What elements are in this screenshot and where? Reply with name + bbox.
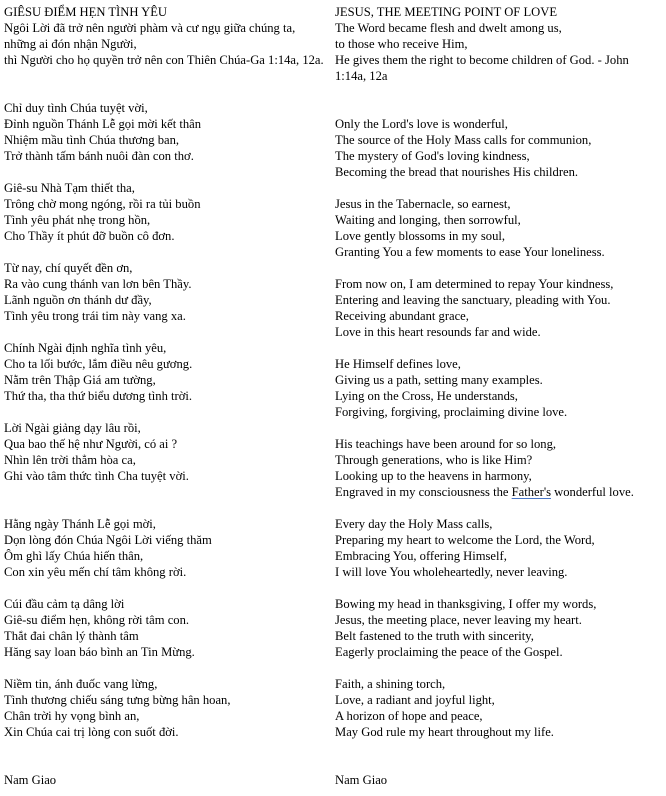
english-stanza-4 xyxy=(335,356,664,420)
verse-line-engraved xyxy=(335,484,664,500)
verse-line: He Himself defines love, xyxy=(335,357,461,371)
english-stanza-2 xyxy=(335,196,664,260)
verse-line: Nằm trên Thập Giá am tường, xyxy=(4,373,156,387)
verse-line: Through generations, who is like Him? xyxy=(335,453,533,467)
verse-line: Thứ tha, tha thứ biểu dương tình trời. xyxy=(4,389,193,403)
verse-line: Đỉnh nguồn Thánh Lễ gọi mời kết thân xyxy=(4,117,202,131)
verse-line: Chỉ duy tình Chúa tuyệt vời, xyxy=(4,101,148,115)
vietnamese-stanza-8 xyxy=(4,676,332,740)
vietnamese-stanza-1 xyxy=(4,100,332,164)
verse-line: Nhiệm mầu tình Chúa thương ban, xyxy=(4,133,180,147)
verse-line: Cúi đầu cảm tạ dâng lời xyxy=(4,597,125,611)
english-stanza-8 xyxy=(335,676,664,740)
vietnamese-stanza-6 xyxy=(4,516,332,580)
verse-line: May God rule my heart throughout my life. xyxy=(335,725,554,739)
verse-line: Trông chờ mong ngóng, rồi ra tủi buồn xyxy=(4,197,201,211)
verse-line: Lời Ngài giảng dạy lâu rồi, xyxy=(4,421,141,435)
vietnamese-title: GIÊSU ĐIỂM HẸN TÌNH YÊU xyxy=(4,5,167,19)
vietnamese-epigraph-line: những ai đón nhận Người, xyxy=(4,37,137,51)
verse-line: Granting You a few moments to ease Your loneliness. xyxy=(335,245,605,259)
verse-line: Qua bao thế hệ như Người, có ai ? xyxy=(4,437,178,451)
verse-line: Xin Chúa cai trị lòng con suốt đời. xyxy=(4,725,179,739)
verse-line: His teachings have been around for so long, xyxy=(335,437,557,451)
english-stanza-7 xyxy=(335,596,664,660)
verse-line: Lying on the Cross, He understands, xyxy=(335,389,518,403)
verse-line: Từ nay, chí quyết đền ơn, xyxy=(4,261,133,275)
verse-line: Hằng ngày Thánh Lễ gọi mời, xyxy=(4,517,156,531)
vietnamese-epigraph-line: Ngôi Lời đã trở nên người phàm và cư ngụ giữa chúng ta, xyxy=(4,21,296,35)
verse-line: Lãnh nguồn ơn thánh dư đầy, xyxy=(4,293,152,307)
vietnamese-epigraph-line: thì Người cho họ quyền trở nên con Thiên Chúa-Ga 1:14a, 12a. xyxy=(4,53,324,67)
verse-line: Ra vào cung thánh van lơn bên Thầy. xyxy=(4,277,192,291)
verse-line: The source of the Holy Mass calls for communion, xyxy=(335,133,592,147)
english-epigraph-line: 1:14a, 12a xyxy=(335,69,388,83)
english-author: Nam Giao xyxy=(335,773,388,787)
verse-line: Forgiving, forgiving, proclaiming divine love. xyxy=(335,405,568,419)
verse-line: Chân trời hy vọng bình an, xyxy=(4,709,140,723)
verse-line: Love in this heart resounds far and wide. xyxy=(335,325,541,339)
verse-line: A horizon of hope and peace, xyxy=(335,709,483,723)
verse-line: Tình yêu trong trái tim này vang xa. xyxy=(4,309,186,323)
verse-line: Nhìn lên trời thẳm hòa ca, xyxy=(4,453,136,467)
verse-line: Hăng say loan báo bình an Tin Mừng. xyxy=(4,645,195,659)
verse-line: Entering and leaving the sanctuary, pleading with You. xyxy=(335,293,611,307)
verse-line: Trở thành tấm bánh nuôi đàn con thơ. xyxy=(4,149,194,163)
english-epigraph-line: The Word became flesh and dwelt among us, xyxy=(335,21,562,35)
vietnamese-stanza-3 xyxy=(4,260,332,324)
vietnamese-stanza-5 xyxy=(4,420,332,484)
verse-line: Giê-su Nhà Tạm thiết tha, xyxy=(4,181,135,195)
verse-line: Belt fastened to the truth with sincerity, xyxy=(335,629,534,643)
spellcheck-underlined-word[interactable]: Father's xyxy=(511,485,551,499)
verse-line: I will love You wholeheartedly, never leaving. xyxy=(335,565,568,579)
engraved-after-text: wonderful love. xyxy=(550,485,634,499)
verse-line: Chính Ngài định nghĩa tình yêu, xyxy=(4,341,167,355)
verse-line: Preparing my heart to welcome the Lord, the Word, xyxy=(335,533,595,547)
verse-line: Ghi vào tâm thức tình Cha tuyệt vời. xyxy=(4,469,189,483)
verse-line: Eagerly proclaiming the peace of the Gospel. xyxy=(335,645,563,659)
verse-line: From now on, I am determined to repay Your kindness, xyxy=(335,277,614,291)
english-epigraph-line: He gives them the right to become children of God. - John xyxy=(335,53,629,67)
verse-line: Giê-su điểm hẹn, không rời tâm con. xyxy=(4,613,190,627)
vietnamese-stanza-4 xyxy=(4,340,332,404)
engraved-before-text: Engraved in my consciousness the xyxy=(335,485,512,499)
verse-line: Waiting and longing, then sorrowful, xyxy=(335,213,521,227)
verse-line: Love gently blossoms in my soul, xyxy=(335,229,506,243)
verse-line: Tình thương chiếu sáng tưng bừng hân hoan, xyxy=(4,693,231,707)
verse-line: Every day the Holy Mass calls, xyxy=(335,517,493,531)
verse-line: The mystery of God's loving kindness, xyxy=(335,149,530,163)
verse-line: Ôm ghì lấy Chúa hiến thân, xyxy=(4,549,144,563)
verse-line: Receiving abundant grace, xyxy=(335,309,469,323)
english-column xyxy=(335,4,664,788)
vietnamese-author: Nam Giao xyxy=(4,773,57,787)
verse-line: Looking up to the heavens in harmony, xyxy=(335,469,532,483)
english-stanza-5 xyxy=(335,436,664,500)
english-stanza-1 xyxy=(335,116,664,180)
verse-line: Only the Lord's love is wonderful, xyxy=(335,117,508,131)
verse-line: Giving us a path, setting many examples. xyxy=(335,373,543,387)
verse-line: Dọn lòng đón Chúa Ngôi Lời viếng thăm xyxy=(4,533,212,547)
vietnamese-stanza-7 xyxy=(4,596,332,660)
verse-line: Jesus in the Tabernacle, so earnest, xyxy=(335,197,511,211)
verse-line: Tình yêu phát nhẹ trong hồn, xyxy=(4,213,151,227)
verse-line: Jesus, the meeting place, never leaving my heart. xyxy=(335,613,582,627)
verse-line: Cho Thầy ít phút đỡ buồn cô đơn. xyxy=(4,229,175,243)
verse-line: Faith, a shining torch, xyxy=(335,677,446,691)
english-epigraph-line: to those who receive Him, xyxy=(335,37,468,51)
verse-line: Embracing You, offering Himself, xyxy=(335,549,507,563)
english-stanza-6 xyxy=(335,516,664,580)
vietnamese-column xyxy=(4,4,332,788)
vietnamese-stanza-2 xyxy=(4,180,332,244)
verse-line: Con xin yêu mến chí tâm không rời. xyxy=(4,565,187,579)
verse-line: Niềm tin, ánh đuốc vang lừng, xyxy=(4,677,158,691)
verse-line: Cho ta lối bước, lắm điều nêu gương. xyxy=(4,357,193,371)
english-stanza-3 xyxy=(335,276,664,340)
verse-line: Thắt đai chân lý thành tâm xyxy=(4,629,139,643)
verse-line: Love, a radiant and joyful light, xyxy=(335,693,495,707)
verse-line: Becoming the bread that nourishes His children. xyxy=(335,165,579,179)
verse-line: Bowing my head in thanksgiving, I offer my words, xyxy=(335,597,597,611)
english-title: JESUS, THE MEETING POINT OF LOVE xyxy=(335,5,558,19)
